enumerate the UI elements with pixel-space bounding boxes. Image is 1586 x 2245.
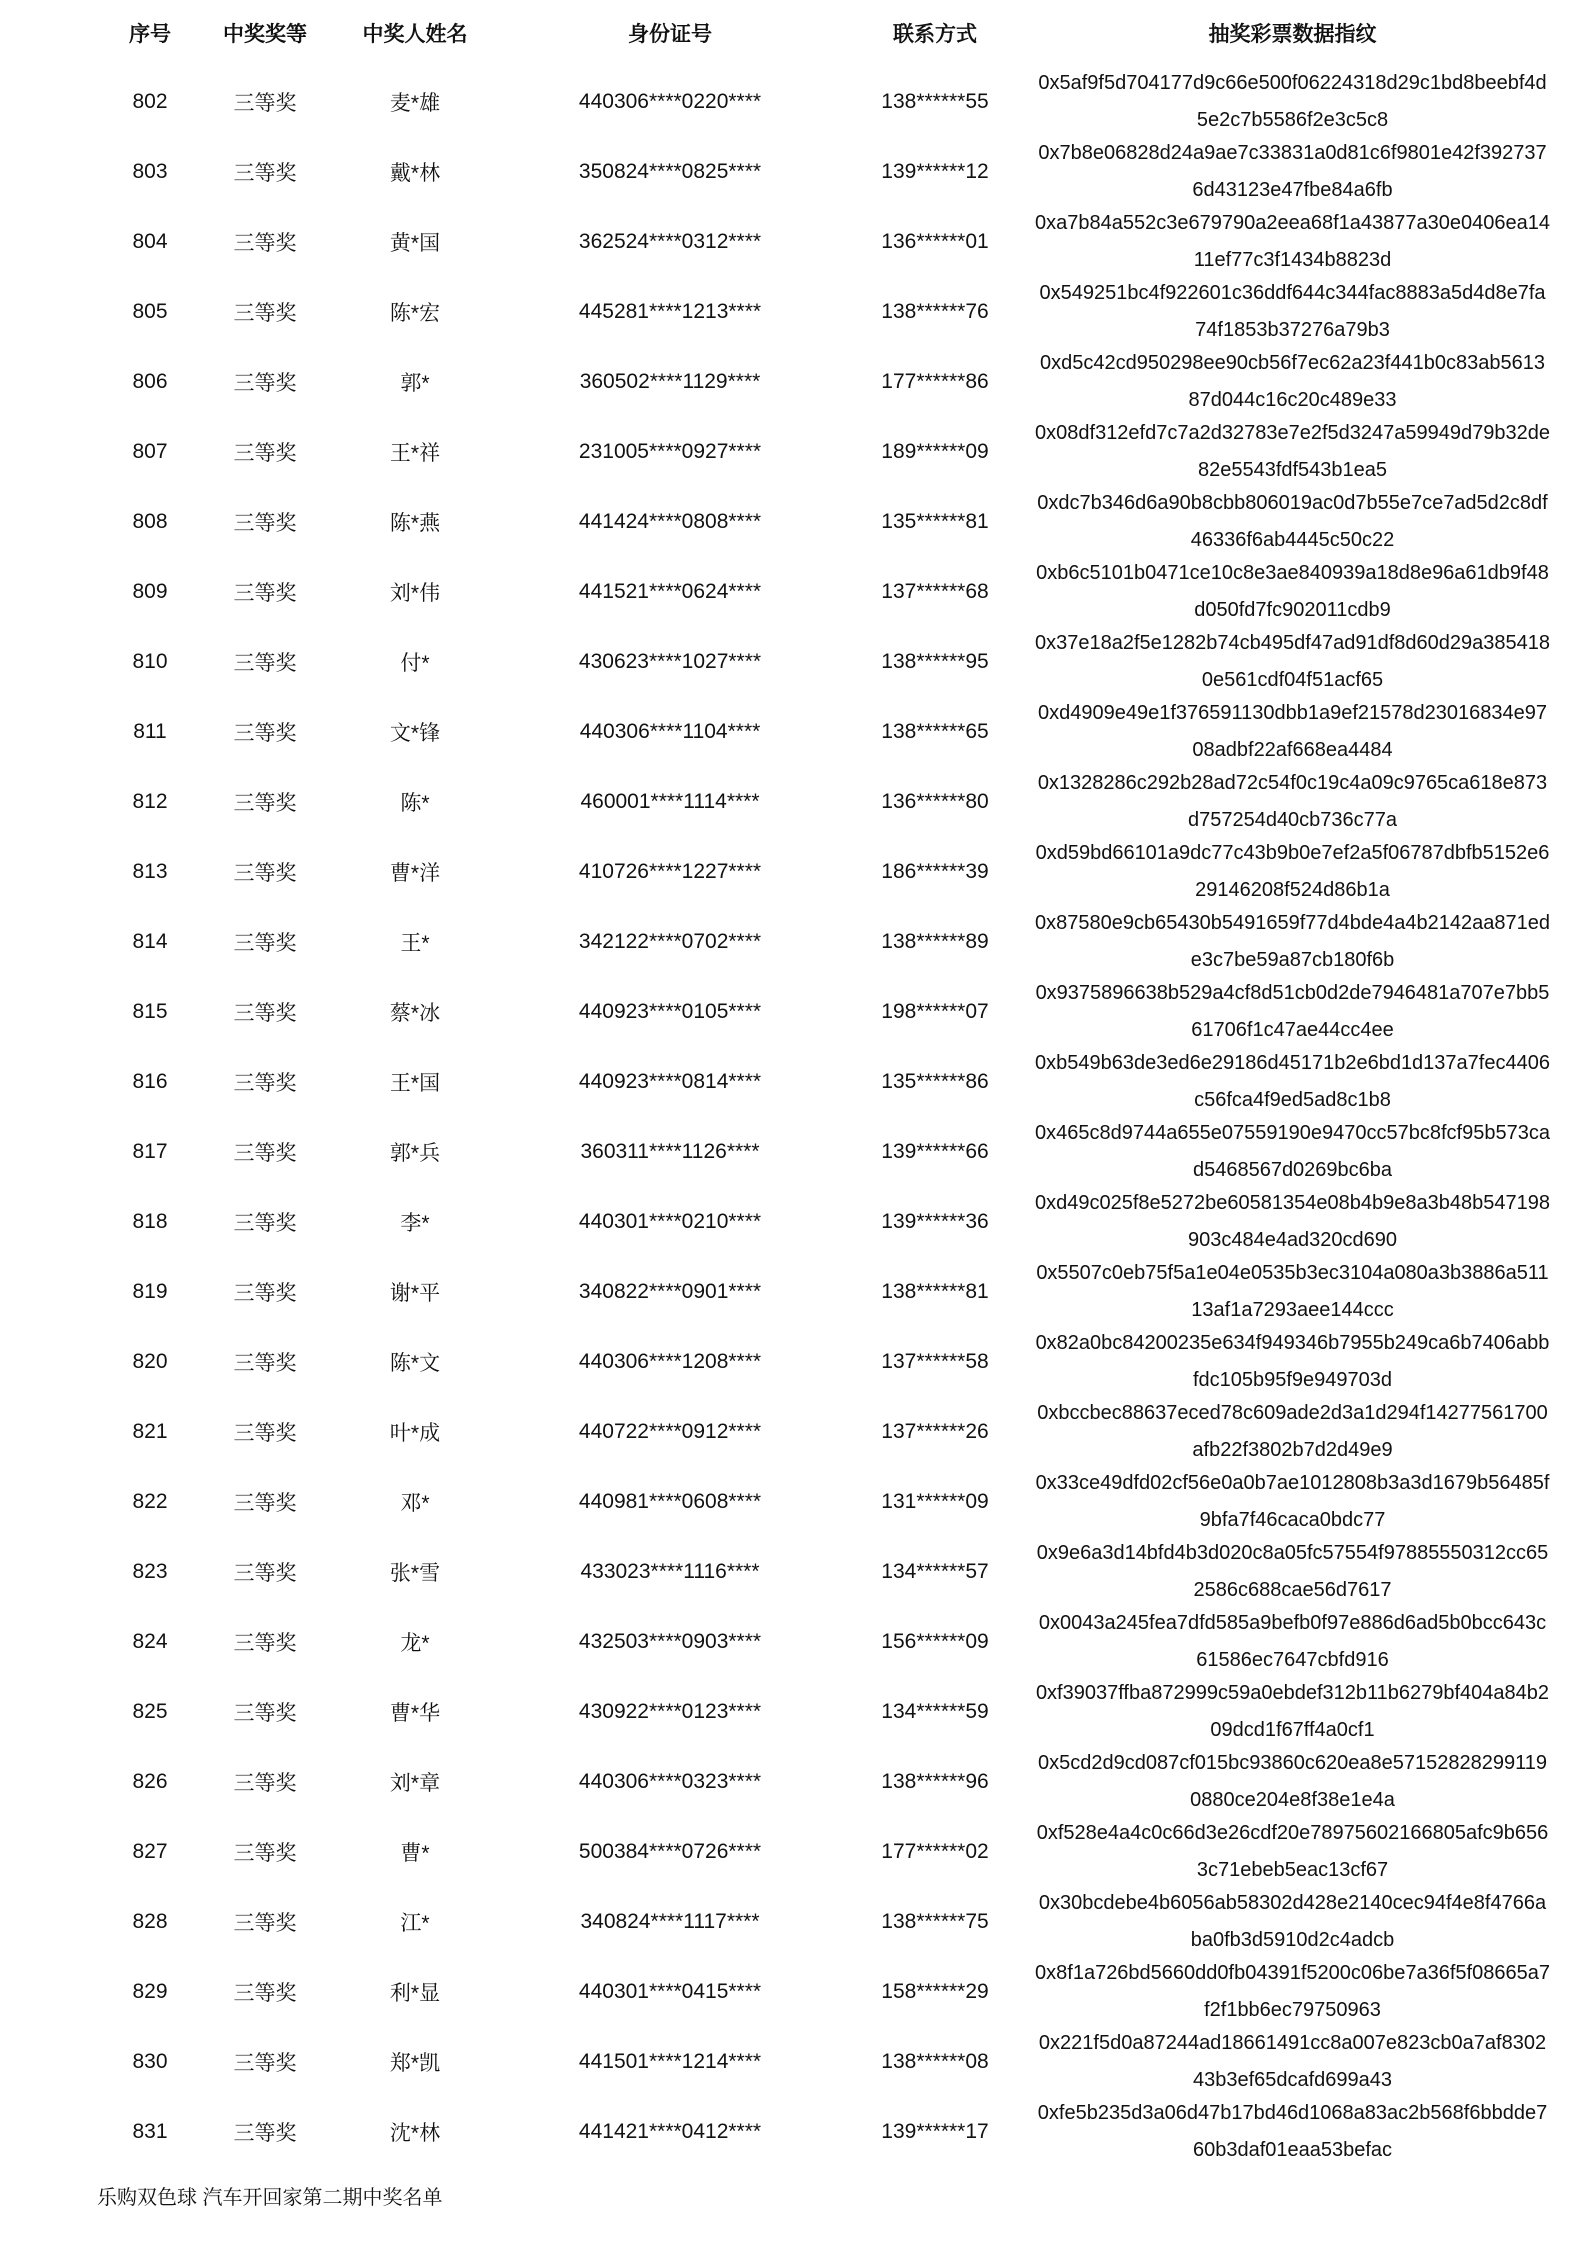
fingerprint-cell-wrap (1035, 345, 1550, 419)
contact-cell: 135******81 (881, 510, 989, 533)
fingerprint-cell: 0xd59bd66101a9dc77c43b9b0e7ef2a5f06787dbfb5152e629146208f524d86b1a (1035, 842, 1550, 901)
table-row (95, 2025, 1550, 2095)
table-row (95, 65, 1550, 135)
contact-cell: 131******09 (881, 1490, 989, 1513)
contact-cell: 138******95 (881, 650, 989, 673)
table-row (95, 905, 1550, 975)
fingerprint-cell-wrap (1035, 2025, 1550, 2099)
fingerprint-cell-wrap (1035, 65, 1550, 139)
fingerprint-cell-wrap (1035, 2095, 1550, 2169)
serial-number-cell: 802 (132, 90, 168, 113)
prize-level-cell: 三等奖 (233, 92, 297, 115)
contact-cell: 136******01 (881, 230, 989, 253)
table-row (95, 1395, 1550, 1465)
id-number-cell: 440306****0323**** (578, 1770, 762, 1793)
id-number-cell: 440301****0415**** (578, 1980, 762, 2003)
serial-number-cell: 807 (132, 440, 168, 463)
fingerprint-cell-wrap (1035, 1605, 1550, 1679)
table-row (95, 205, 1550, 275)
serial-number-cell: 829 (132, 1980, 168, 2003)
winner-name-cell: 谢*平 (389, 1282, 441, 1305)
table-row (95, 2095, 1550, 2165)
winner-name-cell: 曹*华 (389, 1702, 441, 1725)
fingerprint-cell-wrap (1035, 695, 1550, 769)
prize-level-cell: 三等奖 (233, 652, 297, 675)
id-number-cell: 441424****0808**** (578, 510, 762, 533)
table-row (95, 345, 1550, 415)
contact-cell: 137******26 (881, 1420, 989, 1443)
winner-name-cell: 刘*章 (389, 1772, 441, 1795)
table-row (95, 1045, 1550, 1115)
fingerprint-cell-wrap (1035, 1045, 1550, 1119)
winner-name-cell: 陈*文 (389, 1352, 441, 1375)
serial-number-cell: 827 (132, 1840, 168, 1863)
serial-number-cell: 823 (132, 1560, 168, 1583)
id-number-cell: 440981****0608**** (578, 1490, 762, 1513)
table-row (95, 1115, 1550, 1185)
table-row (95, 1675, 1550, 1745)
fingerprint-cell-wrap (1035, 835, 1550, 909)
fingerprint-cell: 0xfe5b235d3a06d47b17bd46d1068a83ac2b568f6bbdde760b3daf01eaa53befac (1037, 2102, 1548, 2161)
serial-number-cell: 804 (132, 230, 168, 253)
header-id-number: 身份证号 (628, 22, 712, 46)
winners-table (95, 0, 1550, 2165)
winner-name-cell: 王*祥 (389, 442, 441, 465)
table-row (95, 555, 1550, 625)
prize-level-cell: 三等奖 (233, 1352, 297, 1375)
fingerprint-cell: 0x9e6a3d14bfd4b3d020c8a05fc57554f97885550312cc652586c688cae56d7617 (1036, 1542, 1549, 1601)
table-row (95, 485, 1550, 555)
contact-cell: 198******07 (881, 1000, 989, 1023)
fingerprint-cell: 0x08df312efd7c7a2d32783e7e2f5d3247a59949d79b32de82e5543fdf543b1ea5 (1035, 422, 1550, 481)
winner-name-cell: 龙* (400, 1632, 430, 1655)
prize-level-cell: 三等奖 (233, 1072, 297, 1095)
id-number-cell: 433023****1116**** (580, 1560, 760, 1583)
fingerprint-cell: 0xd4909e49e1f376591130dbb1a9ef21578d23016834e9708adbf22af668ea4484 (1037, 702, 1548, 761)
fingerprint-cell: 0xdc7b346d6a90b8cbb806019ac0d7b55e7ce7ad5d2c8df46336f6ab4445c50c22 (1037, 492, 1548, 551)
serial-number-cell: 811 (133, 720, 167, 743)
prize-level-cell: 三等奖 (233, 1492, 297, 1515)
winner-name-cell: 陈* (400, 792, 430, 815)
header-prize-level: 中奖奖等 (223, 22, 307, 46)
table-body (95, 65, 1550, 2165)
fingerprint-cell: 0xb6c5101b0471ce10c8e3ae840939a18d8e96a61db9f48d050fd7fc902011cdb9 (1036, 562, 1549, 621)
winner-name-cell: 利*显 (389, 1982, 441, 2005)
winner-name-cell: 王* (400, 932, 430, 955)
serial-number-cell: 815 (132, 1000, 168, 1023)
prize-level-cell: 三等奖 (233, 372, 297, 395)
winner-name-cell: 王*国 (389, 1072, 441, 1095)
contact-cell: 137******68 (881, 580, 989, 603)
fingerprint-cell: 0xf39037ffba872999c59a0ebdef312b11b6279bf404a84b209dcd1f67ff4a0cf1 (1035, 1682, 1550, 1741)
serial-number-cell: 817 (132, 1140, 168, 1163)
contact-cell: 138******08 (881, 2050, 989, 2073)
contact-cell: 186******39 (881, 860, 989, 883)
contact-cell: 136******80 (881, 790, 989, 813)
fingerprint-cell-wrap (1035, 415, 1550, 489)
winner-name-cell: 郭* (400, 372, 430, 395)
fingerprint-cell: 0xd49c025f8e5272be60581354e08b4b9e8a3b48b547198903c484e4ad320cd690 (1035, 1192, 1550, 1251)
serial-number-cell: 819 (132, 1280, 168, 1303)
fingerprint-cell-wrap (1035, 135, 1550, 209)
winner-name-cell: 沈*林 (389, 2122, 441, 2145)
contact-cell: 137******58 (881, 1350, 989, 1373)
id-number-cell: 340824****1117**** (580, 1910, 760, 1933)
fingerprint-cell: 0x9375896638b529a4cf8d51cb0d2de7946481a707e7bb561706f1c47ae44cc4ee (1035, 982, 1550, 1041)
id-number-cell: 340822****0901**** (578, 1280, 762, 1303)
id-number-cell: 460001****1114**** (580, 790, 760, 813)
contact-cell: 135******86 (881, 1070, 989, 1093)
prize-level-cell: 三等奖 (233, 442, 297, 465)
table-row (95, 1955, 1550, 2025)
fingerprint-cell: 0x8f1a726bd5660dd0fb04391f5200c06be7a36f5f08665a7f2f1bb6ec79750963 (1035, 1962, 1550, 2021)
id-number-cell: 440306****1208**** (578, 1350, 762, 1373)
table-row (95, 135, 1550, 205)
fingerprint-cell-wrap (1035, 1745, 1550, 1819)
fingerprint-cell-wrap (1035, 1465, 1550, 1539)
fingerprint-cell: 0x82a0bc84200235e634f949346b7955b249ca6b7406abbfdc105b95f9e949703d (1035, 1332, 1550, 1391)
prize-level-cell: 三等奖 (233, 1212, 297, 1235)
table-row (95, 1745, 1550, 1815)
id-number-cell: 362524****0312**** (578, 230, 762, 253)
fingerprint-cell: 0x1328286c292b28ad72c54f0c19c4a09c9765ca618e873d757254d40cb736c77a (1037, 772, 1548, 831)
fingerprint-cell-wrap (1035, 1955, 1550, 2029)
fingerprint-cell-wrap (1035, 1395, 1550, 1469)
id-number-cell: 440301****0210**** (578, 1210, 762, 1233)
fingerprint-cell: 0x30bcdebe4b6056ab58302d428e2140cec94f4e8f4766aba0fb3d5910d2c4adcb (1038, 1892, 1547, 1951)
serial-number-cell: 821 (132, 1420, 168, 1443)
winner-name-cell: 叶*成 (389, 1422, 441, 1445)
id-number-cell: 441501****1214**** (578, 2050, 762, 2073)
serial-number-cell: 826 (132, 1770, 168, 1793)
header-serial-number: 序号 (129, 22, 171, 46)
winner-name-cell: 曹* (400, 1842, 430, 1865)
id-number-cell: 441521****0624**** (578, 580, 762, 603)
contact-cell: 138******75 (881, 1910, 989, 1933)
prize-level-cell: 三等奖 (233, 1982, 297, 2005)
fingerprint-cell-wrap (1035, 905, 1550, 979)
id-number-cell: 440306****0220**** (578, 90, 762, 113)
id-number-cell: 440722****0912**** (578, 1420, 762, 1443)
prize-level-cell: 三等奖 (233, 1632, 297, 1655)
id-number-cell: 440923****0105**** (578, 1000, 762, 1023)
table-row (95, 415, 1550, 485)
winner-name-cell: 付* (400, 652, 430, 675)
fingerprint-cell: 0xb549b63de3ed6e29186d45171b2e6bd1d137a7fec4406c56fca4f9ed5ad8c1b8 (1035, 1052, 1550, 1111)
serial-number-cell: 831 (132, 2120, 168, 2143)
fingerprint-cell: 0xa7b84a552c3e679790a2eea68f1a43877a30e0406ea1411ef77c3f1434b8823d (1035, 212, 1550, 271)
id-number-cell: 410726****1227**** (578, 860, 762, 883)
prize-level-cell: 三等奖 (233, 302, 297, 325)
table-row (95, 1605, 1550, 1675)
winner-name-cell: 陈*燕 (389, 512, 441, 535)
id-number-cell: 350824****0825**** (578, 160, 762, 183)
winner-name-cell: 文*锋 (389, 722, 441, 745)
fingerprint-cell-wrap (1035, 625, 1550, 699)
prize-level-cell: 三等奖 (233, 722, 297, 745)
contact-cell: 139******66 (881, 1140, 989, 1163)
fingerprint-cell: 0x465c8d9744a655e07559190e9470cc57bc8fcf95b573cad5468567d0269bc6ba (1035, 1122, 1550, 1181)
winner-name-cell: 蔡*冰 (389, 1002, 441, 1025)
contact-cell: 134******57 (881, 1560, 989, 1583)
header-contact: 联系方式 (893, 22, 977, 46)
contact-cell: 156******09 (881, 1630, 989, 1653)
fingerprint-cell: 0xd5c42cd950298ee90cb56f7ec62a23f441b0c83ab561387d044c16c20c489e33 (1040, 352, 1545, 411)
footer-caption: 乐购双色球 汽车开回家第二期中奖名单 (97, 2187, 443, 2209)
contact-cell: 138******65 (881, 720, 989, 743)
id-number-cell: 231005****0927**** (578, 440, 762, 463)
prize-level-cell: 三等奖 (233, 1422, 297, 1445)
contact-cell: 177******02 (881, 1840, 989, 1863)
prize-level-cell: 三等奖 (233, 862, 297, 885)
prize-level-cell: 三等奖 (233, 1772, 297, 1795)
contact-cell: 139******12 (881, 160, 989, 183)
prize-level-cell: 三等奖 (233, 932, 297, 955)
serial-number-cell: 822 (132, 1490, 168, 1513)
winner-name-cell: 李* (400, 1212, 430, 1235)
prize-level-cell: 三等奖 (233, 1842, 297, 1865)
serial-number-cell: 820 (132, 1350, 168, 1373)
contact-cell: 138******81 (881, 1280, 989, 1303)
fingerprint-cell-wrap (1035, 1185, 1550, 1259)
prize-level-cell: 三等奖 (233, 1142, 297, 1165)
winner-name-cell: 麦*雄 (389, 92, 441, 115)
id-number-cell: 441421****0412**** (578, 2120, 762, 2143)
prize-level-cell: 三等奖 (233, 162, 297, 185)
winner-name-cell: 黄*国 (389, 232, 441, 255)
id-number-cell: 440306****1104**** (579, 720, 761, 743)
fingerprint-cell-wrap (1035, 1675, 1550, 1749)
fingerprint-cell-wrap (1035, 765, 1550, 839)
table-row (95, 1325, 1550, 1395)
table-row (95, 1535, 1550, 1605)
prize-level-cell: 三等奖 (233, 1282, 297, 1305)
winner-name-cell: 邓* (400, 1492, 430, 1515)
header-ticket-fingerprint: 抽奖彩票数据指纹 (1208, 22, 1377, 46)
table-row (95, 1465, 1550, 1535)
prize-level-cell: 三等奖 (233, 582, 297, 605)
serial-number-cell: 812 (132, 790, 168, 813)
prize-level-cell: 三等奖 (233, 232, 297, 255)
contact-cell: 138******55 (881, 90, 989, 113)
fingerprint-cell-wrap (1035, 1885, 1550, 1959)
prize-level-cell: 三等奖 (233, 512, 297, 535)
prize-level-cell: 三等奖 (233, 1002, 297, 1025)
prize-level-cell: 三等奖 (233, 1562, 297, 1585)
prize-level-cell: 三等奖 (233, 1912, 297, 1935)
fingerprint-cell-wrap (1035, 1535, 1550, 1609)
id-number-cell: 360502****1129**** (579, 370, 761, 393)
contact-cell: 139******36 (881, 1210, 989, 1233)
header-winner-name: 中奖人姓名 (362, 22, 468, 46)
fingerprint-cell: 0x5af9f5d704177d9c66e500f06224318d29c1bd8beebf4d5e2c7b5586f2e3c5c8 (1038, 72, 1547, 131)
fingerprint-cell-wrap (1035, 275, 1550, 349)
serial-number-cell: 828 (132, 1910, 168, 1933)
serial-number-cell: 818 (132, 1210, 168, 1233)
fingerprint-cell: 0x33ce49dfd02cf56e0a0b7ae1012808b3a3d1679b56485f9bfa7f46caca0bdc77 (1035, 1472, 1550, 1531)
fingerprint-cell-wrap (1035, 1115, 1550, 1189)
fingerprint-cell-wrap (1035, 1255, 1550, 1329)
fingerprint-cell: 0x87580e9cb65430b5491659f77d4bde4a4b2142aa871ede3c7be59a87cb180f6b (1035, 912, 1550, 971)
serial-number-cell: 813 (132, 860, 168, 883)
table-row (95, 1185, 1550, 1255)
id-number-cell: 430922****0123**** (578, 1700, 762, 1723)
contact-cell: 158******29 (881, 1980, 989, 2003)
winner-name-cell: 郑*凯 (389, 2052, 441, 2075)
fingerprint-cell-wrap (1035, 1815, 1550, 1889)
fingerprint-cell: 0xf528e4a4c0c66d3e26cdf20e78975602166805afc9b6563c71ebeb5eac13cf67 (1036, 1822, 1549, 1881)
fingerprint-cell-wrap (1035, 205, 1550, 279)
table-row (95, 975, 1550, 1045)
winner-name-cell: 刘*伟 (389, 582, 441, 605)
winner-name-cell: 曹*洋 (389, 862, 441, 885)
serial-number-cell: 806 (132, 370, 168, 393)
serial-number-cell: 830 (132, 2050, 168, 2073)
id-number-cell: 500384****0726**** (578, 1840, 762, 1863)
fingerprint-cell-wrap (1035, 975, 1550, 1049)
prize-level-cell: 三等奖 (233, 1702, 297, 1725)
serial-number-cell: 824 (132, 1630, 168, 1653)
table-row (95, 1255, 1550, 1325)
contact-cell: 138******76 (881, 300, 989, 323)
prize-level-cell: 三等奖 (233, 2122, 297, 2145)
prize-level-cell: 三等奖 (233, 792, 297, 815)
contact-cell: 138******89 (881, 930, 989, 953)
fingerprint-cell: 0x37e18a2f5e1282b74cb495df47ad91df8d60d29a3854180e561cdf04f51acf65 (1035, 632, 1550, 691)
table-row (95, 765, 1550, 835)
serial-number-cell: 814 (132, 930, 168, 953)
id-number-cell: 342122****0702**** (578, 930, 762, 953)
fingerprint-cell-wrap (1035, 485, 1550, 559)
serial-number-cell: 809 (132, 580, 168, 603)
winner-name-cell: 陈*宏 (389, 302, 441, 325)
winner-name-cell: 江* (400, 1912, 430, 1935)
fingerprint-cell-wrap (1035, 1325, 1550, 1399)
table-row (95, 1815, 1550, 1885)
serial-number-cell: 808 (132, 510, 168, 533)
id-number-cell: 360311****1126**** (580, 1140, 760, 1163)
contact-cell: 139******17 (881, 2120, 989, 2143)
fingerprint-cell: 0x221f5d0a87244ad18661491cc8a007e823cb0a7af830243b3ef65dcafd699a43 (1038, 2032, 1547, 2091)
id-number-cell: 430623****1027**** (578, 650, 762, 673)
serial-number-cell: 825 (132, 1700, 168, 1723)
contact-cell: 134******59 (881, 1700, 989, 1723)
winner-name-cell: 戴*林 (389, 162, 441, 185)
contact-cell: 138******96 (881, 1770, 989, 1793)
table-row (95, 275, 1550, 345)
serial-number-cell: 803 (132, 160, 168, 183)
table-row (95, 625, 1550, 695)
prize-level-cell: 三等奖 (233, 2052, 297, 2075)
winner-name-cell: 张*雪 (389, 1562, 441, 1585)
table-row (95, 835, 1550, 905)
fingerprint-cell: 0xbccbec88637eced78c609ade2d3a1d294f14277561700afb22f3802b7d2d49e9 (1037, 1402, 1548, 1461)
id-number-cell: 432503****0903**** (578, 1630, 762, 1653)
table-row (95, 1885, 1550, 1955)
fingerprint-cell-wrap (1035, 555, 1550, 629)
fingerprint-cell: 0x0043a245fea7dfd585a9befb0f97e886d6ad5b0bcc643c61586ec7647cbfd916 (1038, 1612, 1547, 1671)
serial-number-cell: 816 (132, 1070, 168, 1093)
id-number-cell: 445281****1213**** (578, 300, 762, 323)
winner-name-cell: 郭*兵 (389, 1142, 441, 1165)
serial-number-cell: 810 (132, 650, 168, 673)
serial-number-cell: 805 (132, 300, 168, 323)
fingerprint-cell: 0x549251bc4f922601c36ddf644c344fac8883a5d4d8e7fa74f1853b37276a79b3 (1039, 282, 1546, 341)
fingerprint-cell: 0x5507c0eb75f5a1e04e0535b3ec3104a080a3b3886a51113af1a7293aee144ccc (1036, 1262, 1549, 1321)
fingerprint-cell: 0x7b8e06828d24a9ae7c33831a0d81c6f9801e42f3927376d43123e47fbe84a6fb (1038, 142, 1547, 201)
table-header-row (95, 0, 1550, 65)
contact-cell: 177******86 (881, 370, 989, 393)
contact-cell: 189******09 (881, 440, 989, 463)
table-row (95, 695, 1550, 765)
id-number-cell: 440923****0814**** (578, 1070, 762, 1093)
fingerprint-cell: 0x5cd2d9cd087cf015bc93860c620ea8e571528282991190880ce204e8f38e1e4a (1038, 1752, 1547, 1811)
